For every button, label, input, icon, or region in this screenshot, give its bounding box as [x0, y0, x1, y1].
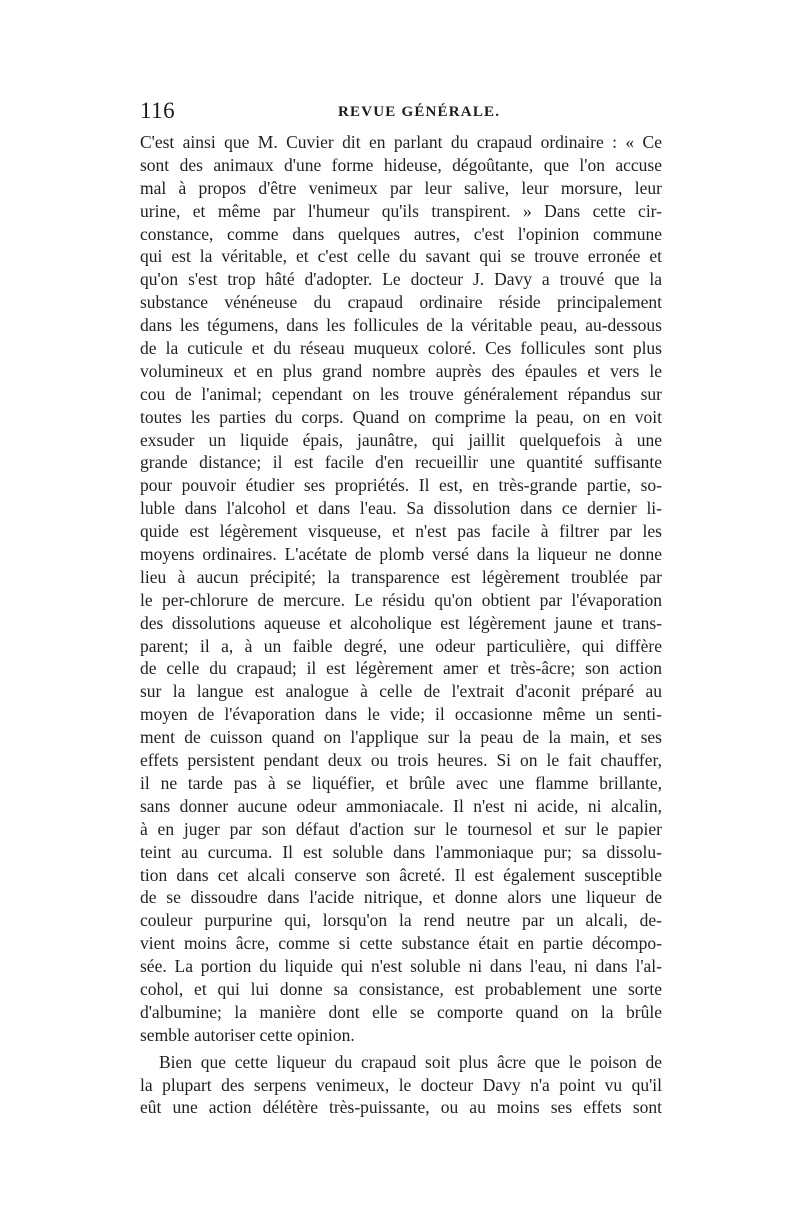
text-line: vient moins âcre, comme si cette substance était en partie décompo-	[140, 933, 662, 954]
text-line: qui est la véritable, et c'est celle du savant qui se trouve erronée et	[140, 246, 662, 267]
text-line: semble autoriser cette opinion.	[140, 1024, 355, 1045]
text-line: la plupart des serpens venimeux, le docteur Davy n'a point vu qu'il	[140, 1074, 662, 1095]
paragraph-2	[140, 1051, 662, 1120]
text-line: cohol, et qui lui donne sa consistance, est probablement une sorte	[140, 978, 662, 999]
text-line: toutes les parties du corps. Quand on comprime la peau, on en voit	[140, 406, 662, 427]
text-line: sur la langue est analogue à celle de l'extrait d'aconit préparé au	[140, 681, 662, 702]
text-line: moyen de l'évaporation dans le vide; il occasionne même un senti-	[140, 704, 662, 725]
text-line: luble dans l'alcohol et dans l'eau. Sa dissolution dans ce dernier li-	[140, 498, 662, 519]
text-line: tion dans cet alcali conserve son âcreté. Il est également susceptible	[140, 864, 662, 885]
text-line: mal à propos d'être venimeux par leur salive, leur morsure, leur	[140, 177, 662, 198]
text-line: de la cuticule et du réseau muqueux coloré. Ces follicules sont plus	[140, 338, 662, 359]
text-line: sans donner aucune odeur ammoniacale. Il n'est ni acide, ni alcalin,	[140, 795, 662, 816]
text-line: des dissolutions aqueuse et alcoholique est légèrement jaune et trans-	[140, 612, 662, 633]
text-line: substance vénéneuse du crapaud ordinaire réside principalement	[140, 292, 662, 313]
text-line: d'albumine; la manière dont elle se comporte quand on la brûle	[140, 1001, 662, 1022]
running-head: REVUE GÉNÉRALE.	[338, 104, 501, 120]
page-header	[140, 92, 660, 126]
text-line: parent; il a, à un faible degré, une odeur particulière, qui diffère	[140, 635, 662, 656]
text-line: grande distance; il est facile d'en recueillir une quantité suffisante	[140, 452, 662, 473]
text-line: qu'on s'est trop hâté d'adopter. Le docteur J. Davy a trouvé que la	[140, 269, 662, 290]
paragraph-1	[140, 131, 662, 1047]
body-text	[140, 131, 662, 1119]
text-line: sont des animaux d'une forme hideuse, dégoûtante, que l'on accuse	[140, 154, 662, 175]
text-line: quide est légèrement visqueuse, et n'est pas facile à filtrer par les	[140, 521, 662, 542]
text-line: urine, et même par l'humeur qu'ils transpirent. » Dans cette cir-	[140, 200, 662, 221]
text-line: il ne tarde pas à se liquéfier, et brûle avec une flamme brillante,	[140, 772, 662, 793]
text-line: exsuder un liquide épais, jaunâtre, qui jaillit quelquefois à une	[140, 429, 662, 450]
text-line: constance, comme dans quelques autres, c'est l'opinion commune	[140, 223, 662, 244]
text-line: sée. La portion du liquide qui n'est soluble ni dans l'eau, ni dans l'al-	[140, 956, 662, 977]
text-line: teint au curcuma. Il est soluble dans l'ammoniaque pur; sa dissolu-	[140, 841, 662, 862]
text-line: volumineux et en plus grand nombre auprès des épaules et vers le	[140, 360, 662, 381]
text-line: lieu à aucun précipité; la transparence est légèrement troublée par	[140, 566, 662, 587]
text-line: Bien que cette liqueur du crapaud soit plus âcre que le poison de	[159, 1051, 662, 1072]
text-line: pour pouvoir étudier ses propriétés. Il est, en très-grande partie, so-	[140, 475, 662, 496]
text-line: couleur purpurine qui, lorsqu'on la rend neutre par un alcali, de-	[140, 910, 662, 931]
text-line: eût une action délétère très-puissante, ou au moins ses effets sont	[140, 1097, 662, 1118]
text-line: C'est ainsi que M. Cuvier dit en parlant du crapaud ordinaire : « Ce	[140, 132, 662, 152]
text-line: à en juger par son défaut d'action sur le tournesol et sur le papier	[140, 818, 662, 839]
text-line: le per-chlorure de mercure. Le résidu qu'on obtient par l'évaporation	[140, 589, 662, 610]
text-line: effets persistent pendant deux ou trois heures. Si on le fait chauffer,	[140, 750, 662, 771]
text-line: de se dissoudre dans l'acide nitrique, et donne alors une liqueur de	[140, 887, 662, 908]
text-line: cou de l'animal; cependant on les trouve généralement répandus sur	[140, 383, 662, 404]
text-line: ment de cuisson quand on l'applique sur la peau de la main, et ses	[140, 727, 662, 748]
text-line: moyens ordinaires. L'acétate de plomb versé dans la liqueur ne donne	[140, 544, 662, 565]
text-line: dans les tégumens, dans les follicules de la véritable peau, au-dessous	[140, 315, 662, 336]
text-line: de celle du crapaud; il est légèrement amer et très-âcre; son action	[140, 658, 662, 679]
page-number: 116	[140, 98, 176, 123]
